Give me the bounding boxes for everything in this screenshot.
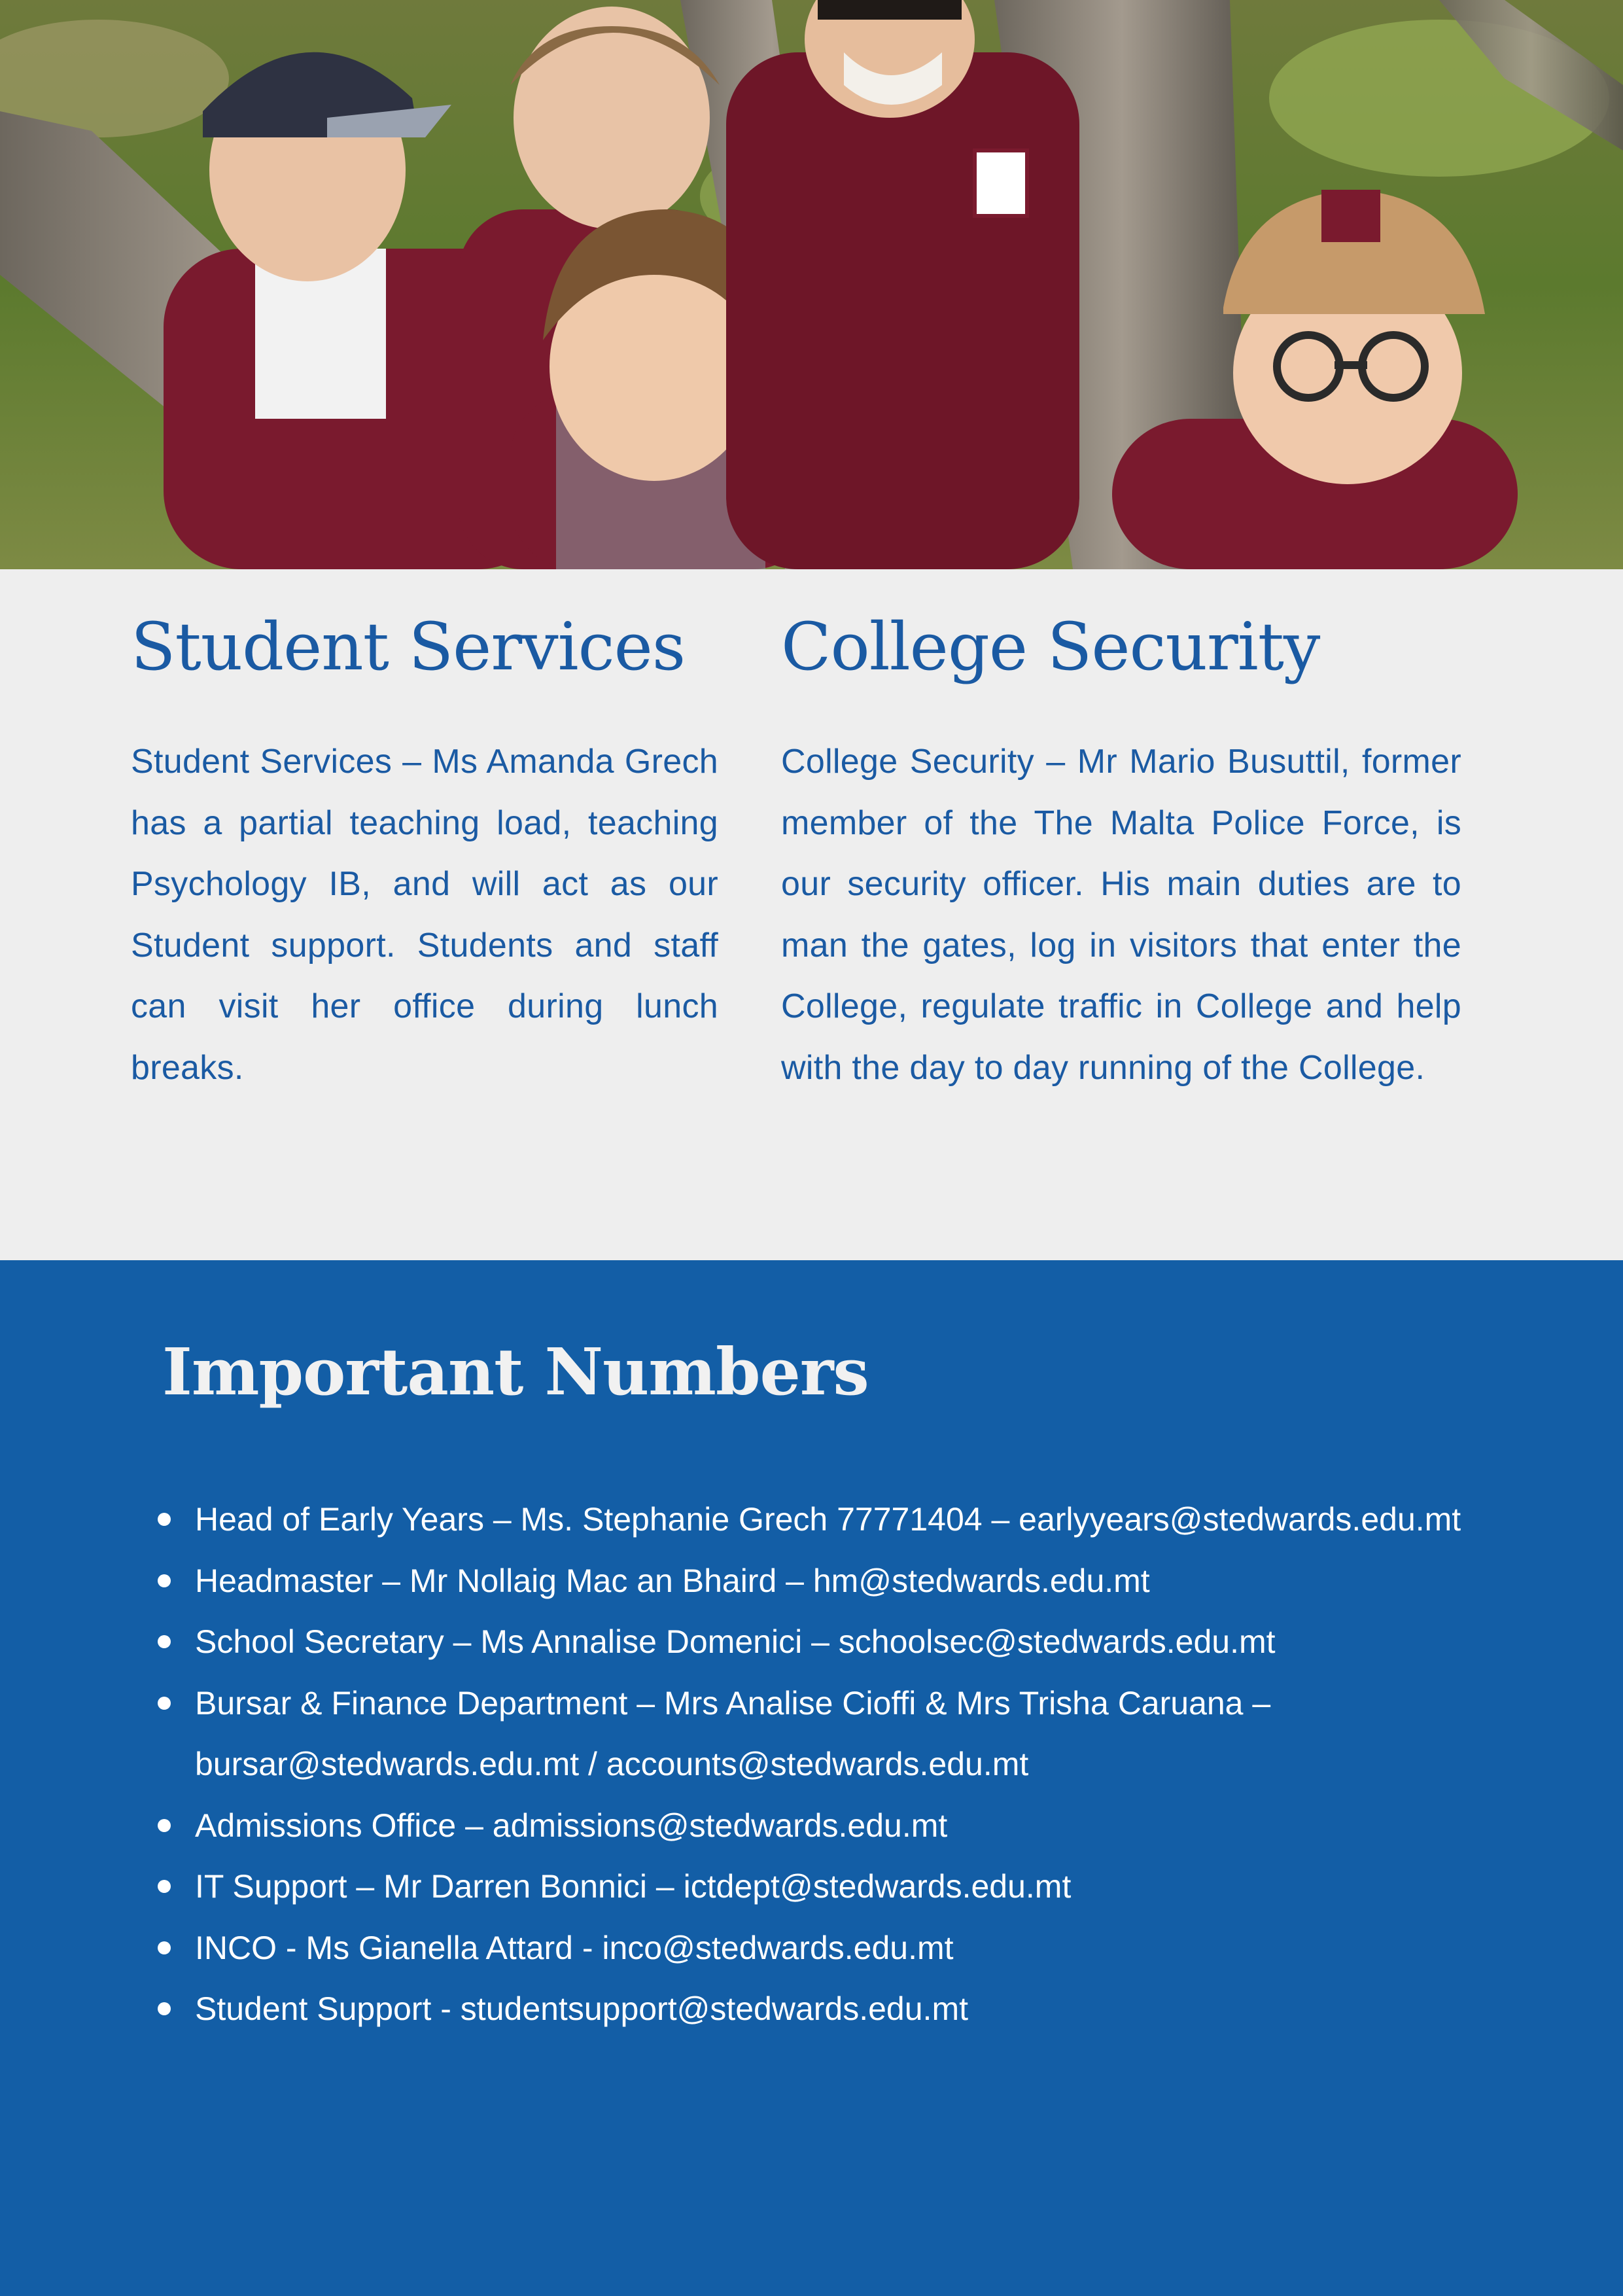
- college-security-title: College Security: [781, 609, 1320, 685]
- list-item: [156, 1979, 1503, 2040]
- bullet-icon: [158, 1635, 171, 1648]
- contacts-list: [156, 1489, 1503, 2040]
- bullet-icon: [158, 1941, 171, 1954]
- list-item: [156, 1795, 1503, 1857]
- contact-text: School Secretary – Ms Annalise Domenici – schoolsec@stedwards.edu.mt: [195, 1623, 1276, 1660]
- contact-text: Bursar & Finance Department – Mrs Analise Cioffi & Mrs Trisha Caruana – bursar@stedwards.edu.mt / accounts@stedwards.edu.mt: [195, 1684, 1271, 1782]
- bullet-icon: [158, 1880, 171, 1893]
- bullet-icon: [158, 1697, 171, 1710]
- bullet-icon: [158, 1513, 171, 1526]
- contact-text: IT Support – Mr Darren Bonnici – ictdept@stedwards.edu.mt: [195, 1868, 1072, 1905]
- student-services-title: Student Services: [131, 609, 686, 685]
- important-numbers-title: Important Numbers: [162, 1335, 869, 1410]
- contact-text: Headmaster – Mr Nollaig Mac an Bhaird – hm@stedwards.edu.mt: [195, 1562, 1150, 1599]
- staff-info-section: [0, 569, 1623, 1260]
- bullet-icon: [158, 1819, 171, 1832]
- bullet-icon: [158, 2002, 171, 2015]
- list-item: [156, 1918, 1503, 1979]
- children-photo-icon: [0, 0, 1623, 569]
- important-numbers-section: [0, 1260, 1623, 2296]
- list-item: [156, 1856, 1503, 1918]
- list-item: [156, 1673, 1503, 1795]
- hero-photo: [0, 0, 1623, 569]
- contact-text: Student Support - studentsupport@stedwards.edu.mt: [195, 1990, 968, 2027]
- list-item: [156, 1612, 1503, 1673]
- list-item: [156, 1489, 1503, 1551]
- contact-text: Head of Early Years – Ms. Stephanie Grech 77771404 – earlyyears@stedwards.edu.mt: [195, 1501, 1461, 1538]
- contact-text: Admissions Office – admissions@stedwards.edu.mt: [195, 1807, 948, 1844]
- list-item: [156, 1551, 1503, 1612]
- bullet-icon: [158, 1574, 171, 1587]
- student-services-body: Student Services – Ms Amanda Grech has a partial teaching load, teaching Psychology IB, and will act as our Student support. Students and staff can visit her office during lunch breaks.: [131, 743, 718, 1087]
- college-security-body: College Security – Mr Mario Busuttil, former member of the The Malta Police Force, is our security officer. His main duties are to man the gates, log in visitors that enter the College, regulate traffic in College and help with the day to day running of the College.: [781, 743, 1461, 1087]
- contact-text: INCO - Ms Gianella Attard - inco@stedwards.edu.mt: [195, 1929, 954, 1966]
